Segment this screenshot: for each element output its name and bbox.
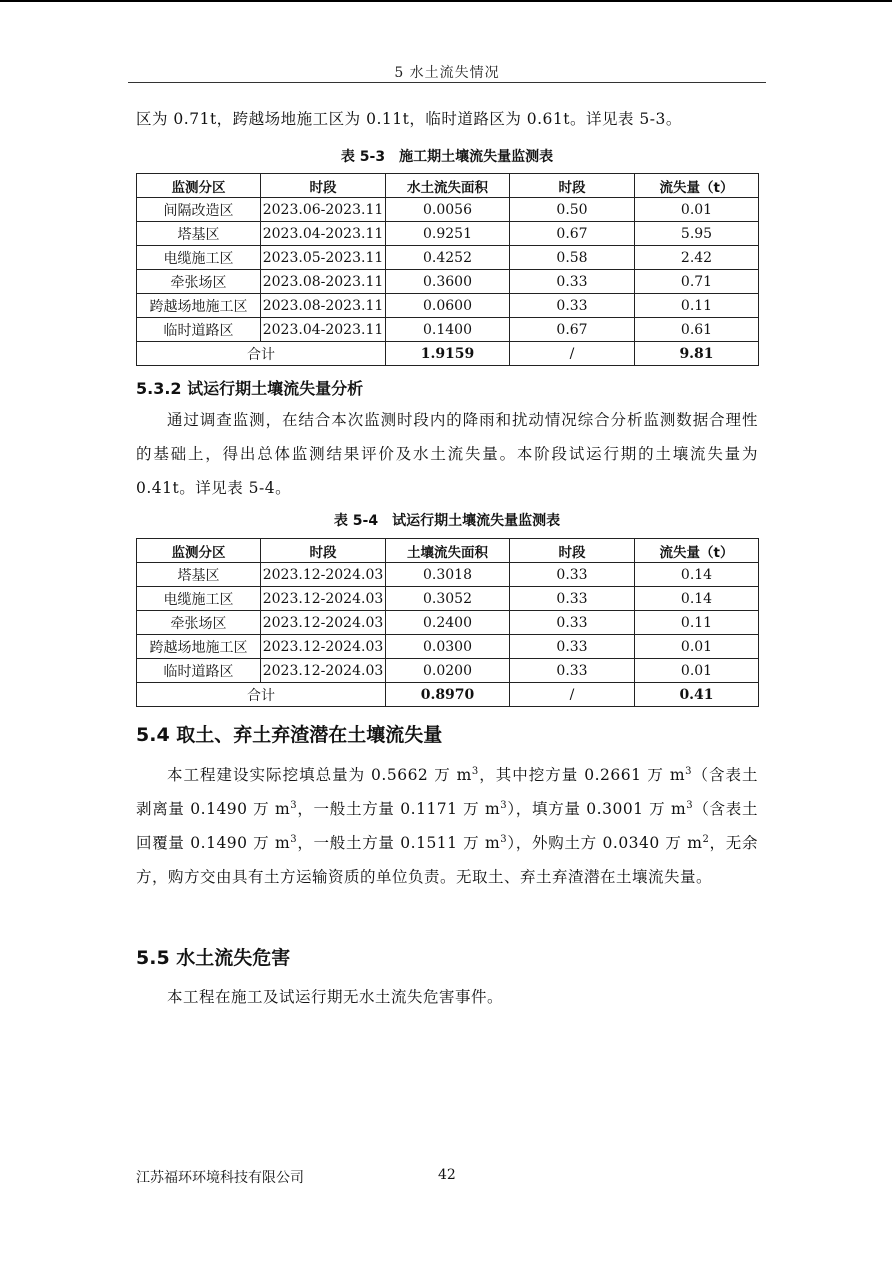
table-cell: 间隔改造区	[137, 198, 261, 222]
table-cell: 临时道路区	[137, 318, 261, 342]
table-cell: 2023.12-2024.03	[261, 587, 386, 611]
superscript: 3	[471, 765, 479, 777]
section-5-4-body	[136, 758, 758, 894]
intro-line: 区为 0.71t，跨越场地施工区为 0.11t，临时道路区为 0.61t。详见表 5-3。	[136, 110, 682, 128]
table-cell: 2023.12-2024.03	[261, 635, 386, 659]
superscript: 3	[290, 799, 298, 811]
table-cell: 0.3052	[386, 587, 510, 611]
section-5-3-2-body: 通过调查监测，在结合本次监测时段内的降雨和扰动情况综合分析监测数据合理性的基础上，得出总体监测结果评价及水土流失量。本阶段试运行期的土壤流失量为 0.41t。详见表 5-4。	[136, 411, 758, 497]
table-row	[137, 198, 759, 222]
table-cell: 5.95	[635, 222, 759, 246]
total-label: 合计	[137, 683, 386, 707]
table-cell: 2023.12-2024.03	[261, 659, 386, 683]
col-header: 监测分区	[137, 174, 261, 198]
total-area: 1.9159	[386, 342, 510, 366]
table-cell: 0.33	[510, 635, 635, 659]
table-cell: 电缆施工区	[137, 246, 261, 270]
table-row	[137, 659, 759, 683]
table-row	[137, 318, 759, 342]
table-cell: 0.01	[635, 635, 759, 659]
table-cell: 0.67	[510, 318, 635, 342]
total-period: /	[510, 683, 635, 707]
col-header: 时段	[261, 174, 386, 198]
text-run: ），填方量 0.3001 万 m	[507, 800, 687, 818]
table-cell: 牵张场区	[137, 611, 261, 635]
text-run: ，无余方，购方交由具有土方运输资质的单位负责。无取土、弃土弃渣潜在土壤流失量。	[136, 834, 758, 886]
total-row	[137, 342, 759, 366]
table-cell: 跨越场地施工区	[137, 294, 261, 318]
table-5-4	[136, 538, 759, 707]
table-cell: 0.0200	[386, 659, 510, 683]
table-row	[137, 611, 759, 635]
table-5-4-body	[137, 563, 759, 683]
table-cell: 0.71	[635, 270, 759, 294]
table-row	[137, 294, 759, 318]
table-cell: 0.33	[510, 659, 635, 683]
table-cell: 0.33	[510, 587, 635, 611]
table-cell: 0.9251	[386, 222, 510, 246]
col-header: 时段	[510, 539, 635, 563]
table-cell: 0.3600	[386, 270, 510, 294]
superscript: 3	[685, 765, 692, 777]
col-header: 水土流失面积	[386, 174, 510, 198]
section-5-3-2-title: 5.3.2 试运行期土壤流失量分析	[136, 379, 364, 398]
total-area: 0.8970	[386, 683, 510, 707]
table-5-3-body	[137, 198, 759, 342]
table-cell: 2023.04-2023.11	[261, 222, 386, 246]
table-cell: 0.2400	[386, 611, 510, 635]
table-cell: 2023.05-2023.11	[261, 246, 386, 270]
superscript: 3	[686, 799, 694, 811]
total-period: /	[510, 342, 635, 366]
table-cell: 0.4252	[386, 246, 510, 270]
table-cell: 0.33	[510, 563, 635, 587]
col-header: 流失量（t）	[635, 539, 759, 563]
table-cell: 0.11	[635, 611, 759, 635]
section-5-5-title: 5.5 水土流失危害	[136, 947, 291, 969]
col-header: 监测分区	[137, 539, 261, 563]
running-header: 5 水土流失情况	[394, 65, 500, 81]
col-header: 流失量（t）	[635, 174, 759, 198]
table-cell: 0.33	[510, 611, 635, 635]
table-5-4-caption: 表 5-4 试运行期土壤流失量监测表	[333, 513, 561, 529]
table-cell: 0.0300	[386, 635, 510, 659]
table-cell: 塔基区	[137, 563, 261, 587]
header-rule	[128, 82, 766, 83]
table-cell: 2023.06-2023.11	[261, 198, 386, 222]
table-row	[137, 635, 759, 659]
col-header: 时段	[510, 174, 635, 198]
page-number: 42	[438, 1167, 456, 1183]
table-cell: 跨越场地施工区	[137, 635, 261, 659]
table-cell: 0.0056	[386, 198, 510, 222]
total-label: 合计	[137, 342, 386, 366]
total-loss: 9.81	[635, 342, 759, 366]
footer-company: 江苏福环环境科技有限公司	[136, 1170, 304, 1186]
table-cell: 0.14	[635, 587, 759, 611]
section-5-5-body: 本工程在施工及试运行期无水土流失危害事件。	[167, 988, 504, 1006]
total-row	[137, 683, 759, 707]
text-run: （含表土回覆量 0.1490 万 m	[136, 800, 758, 852]
table-cell: 2023.08-2023.11	[261, 294, 386, 318]
table-cell: 临时道路区	[137, 659, 261, 683]
table-cell: 2.42	[635, 246, 759, 270]
table-row	[137, 270, 759, 294]
total-loss: 0.41	[635, 683, 759, 707]
superscript: 3	[500, 833, 508, 845]
text-run: （含表土剥离量 0.1490 万 m	[136, 766, 758, 818]
table-row	[137, 222, 759, 246]
table-cell: 2023.04-2023.11	[261, 318, 386, 342]
table-cell: 电缆施工区	[137, 587, 261, 611]
text-run: ，一般土方量 0.1171 万 m	[297, 800, 501, 818]
table-cell: 塔基区	[137, 222, 261, 246]
text-run: 本工程建设实际挖填总量为 0.5662 万 m	[167, 766, 472, 784]
text-run: ，一般土方量 0.1511 万 m	[297, 834, 501, 852]
top-border	[0, 0, 892, 2]
table-5-3-caption: 表 5-3 施工期土壤流失量监测表	[340, 149, 554, 165]
table-cell: 2023.12-2024.03	[261, 563, 386, 587]
table-cell: 2023.12-2024.03	[261, 611, 386, 635]
table-5-3	[136, 173, 759, 366]
table-row	[137, 563, 759, 587]
table-row	[137, 246, 759, 270]
table-header-row	[137, 174, 759, 198]
table-cell: 0.67	[510, 222, 635, 246]
table-cell: 0.33	[510, 294, 635, 318]
table-cell: 2023.08-2023.11	[261, 270, 386, 294]
col-header: 时段	[261, 539, 386, 563]
table-cell: 牵张场区	[137, 270, 261, 294]
table-cell: 0.0600	[386, 294, 510, 318]
table-cell: 0.58	[510, 246, 635, 270]
table-cell: 0.61	[635, 318, 759, 342]
table-cell: 0.01	[635, 198, 759, 222]
superscript: 3	[500, 799, 508, 811]
col-header: 土壤流失面积	[386, 539, 510, 563]
table-cell: 0.01	[635, 659, 759, 683]
table-cell: 0.11	[635, 294, 759, 318]
superscript: 3	[290, 833, 298, 845]
superscript: 2	[702, 833, 710, 845]
table-header-row	[137, 539, 759, 563]
text-run: ，其中挖方量 0.2661 万 m	[478, 766, 686, 784]
text-run: ），外购土方 0.0340 万 m	[507, 834, 703, 852]
section-5-4-title: 5.4 取土、弃土弃渣潜在土壤流失量	[136, 724, 443, 746]
table-cell: 0.50	[510, 198, 635, 222]
table-row	[137, 587, 759, 611]
table-cell: 0.3018	[386, 563, 510, 587]
table-cell: 0.1400	[386, 318, 510, 342]
table-cell: 0.14	[635, 563, 759, 587]
table-cell: 0.33	[510, 270, 635, 294]
